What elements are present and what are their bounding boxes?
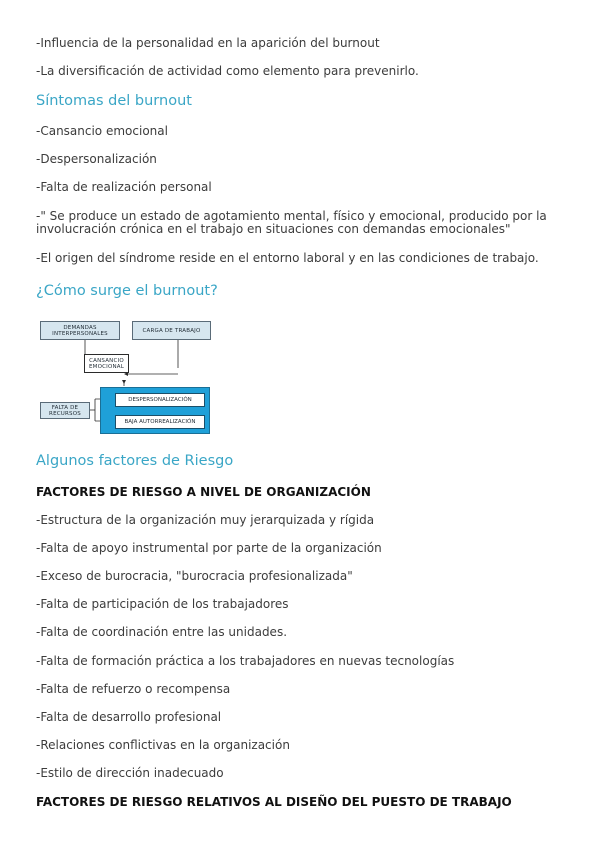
factor-item: -Falta de formación práctica a los trabajadores en nuevas tecnologías — [36, 654, 455, 668]
box-demandas-interpersonales: DEMANDAS INTERPERSONALES — [40, 321, 120, 340]
factor-item: -Falta de apoyo instrumental por parte de la organización — [36, 541, 382, 555]
factor-item: -Falta de refuerzo o recompensa — [36, 682, 231, 696]
box-cansancio-emocional: CANSANCIO EMOCIONAL — [84, 354, 129, 373]
burnout-dimensions-box — [100, 387, 210, 434]
factor-item: -Estilo de dirección inadecuado — [36, 766, 224, 780]
factor-item: -Exceso de burocracia, "burocracia profesionalizada" — [36, 569, 353, 583]
box-baja-autorrealizacion: BAJA AUTORREALIZACIÓN — [115, 415, 205, 429]
burnout-diagram — [38, 318, 218, 436]
sintoma-item: -Despersonalización — [36, 152, 157, 166]
factor-item: -Relaciones conflictivas en la organización — [36, 738, 290, 752]
factor-item: -Estructura de la organización muy jerarquizada y rígida — [36, 513, 375, 527]
sintoma-item: -Cansancio emocional — [36, 124, 168, 138]
section-heading-como-surge: ¿Cómo surge el burnout? — [36, 283, 218, 299]
sintoma-item: -El origen del síndrome reside en el entorno laboral y en las condiciones de trabajo. — [36, 251, 539, 265]
factor-item: -Falta de desarrollo profesional — [36, 710, 222, 724]
intro-line-2: -La diversificación de actividad como elemento para prevenirlo. — [36, 64, 419, 78]
factor-item: -Falta de participación de los trabajadores — [36, 597, 289, 611]
section-heading-factores: Algunos factores de Riesgo — [36, 453, 234, 469]
subheading-organizacion: FACTORES DE RIESGO A NIVEL DE ORGANIZACIÓN — [36, 485, 371, 499]
intro-line-1: -Influencia de la personalidad en la aparición del burnout — [36, 36, 380, 50]
section-heading-sintomas: Síntomas del burnout — [36, 93, 192, 109]
sintoma-item: -Falta de realización personal — [36, 180, 212, 194]
box-carga-de-trabajo: CARGA DE TRABAJO — [132, 321, 211, 340]
factor-item: -Falta de coordinación entre las unidades. — [36, 625, 288, 639]
box-falta-de-recursos: FALTA DE RECURSOS — [40, 402, 90, 419]
sintoma-quote: -" Se produce un estado de agotamiento mental, físico y emocional, producido por la involucración crónica en el trabajo en situaciones con demandas emocionales" — [36, 209, 547, 236]
box-despersonalizacion: DESPERSONALIZACIÓN — [115, 393, 205, 407]
subheading-diseno-puesto: FACTORES DE RIESGO RELATIVOS AL DISEÑO DEL PUESTO DE TRABAJO — [36, 795, 512, 809]
